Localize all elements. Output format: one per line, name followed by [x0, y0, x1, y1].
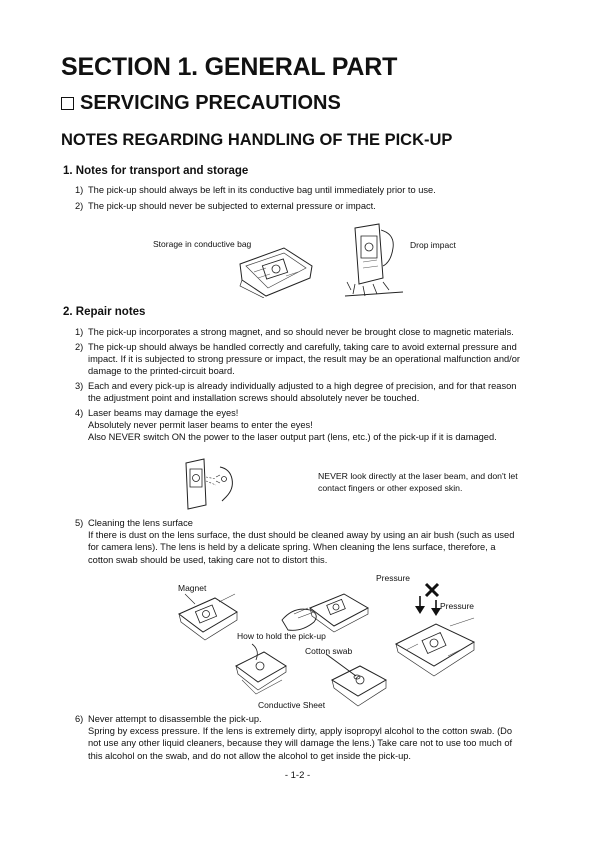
- item-line: The pick-up should always be handled correctly and carefully, taking care to avoid external pressure and: [88, 342, 517, 352]
- drop-impact-illustration: [343, 222, 407, 302]
- item-line: Cleaning the lens surface: [88, 518, 193, 528]
- subsection-title: [61, 92, 341, 115]
- repair-item-5: [75, 517, 555, 566]
- pressure-pickup-illustration: [392, 616, 478, 680]
- page-number: - 1-2 -: [284, 770, 311, 781]
- item-line: Each and every pick-up is already individually adjusted to a high degree of precision, and for that reason: [88, 381, 517, 391]
- item-number: 1): [75, 185, 84, 195]
- item-number: 5): [75, 518, 84, 528]
- repair-item-4: [75, 407, 555, 444]
- transport-item-1: [75, 184, 555, 196]
- conductive-sheet-illustration: [232, 640, 290, 698]
- swab-caption: Cotton swab: [305, 646, 353, 656]
- storage-bag-illustration: [236, 244, 316, 298]
- sheet-caption: Conductive Sheet: [258, 700, 326, 710]
- pressure-arrows-illustration: [412, 580, 452, 620]
- repair-item-3: [75, 380, 555, 404]
- section-title: SECTION 1. GENERAL PART: [61, 53, 398, 81]
- hold-caption: How to hold the pick-up: [237, 631, 326, 641]
- item-line: damage to the printed-circuit board.: [88, 366, 235, 377]
- cotton-swab-illustration: [320, 652, 390, 708]
- item-line: Laser beams may damage the eyes!: [88, 408, 239, 418]
- laser-note-line: contact fingers or other exposed skin.: [318, 483, 463, 493]
- laser-warning-illustration: [180, 457, 240, 511]
- item-number: 6): [75, 714, 84, 724]
- item-number: 3): [75, 381, 84, 391]
- item-number: 2): [75, 342, 84, 352]
- item-number: 4): [75, 408, 84, 418]
- drop-caption: Drop impact: [410, 240, 456, 250]
- item-line: the adjustment point and installation screws should absolutely never be touched.: [88, 393, 420, 404]
- pickup-magnet-illustration: [175, 592, 241, 642]
- item-line: Absolutely never permit laser beams to enter the eyes!: [88, 420, 313, 431]
- item-line: Never attempt to disassemble the pick-up.: [88, 714, 262, 724]
- checkbox-icon: [61, 97, 74, 110]
- notes-heading: NOTES REGARDING HANDLING OF THE PICK-UP: [61, 131, 453, 149]
- magnet-caption: Magnet: [178, 583, 207, 593]
- item-line: Spring by excess pressure. If the lens is extremely dirty, apply isopropyl alcohol to the cotton swab. (Do: [88, 726, 513, 737]
- storage-caption: Storage in conductive bag: [153, 239, 252, 249]
- laser-note-line: NEVER look directly at the laser beam, and don't let: [318, 471, 518, 481]
- transport-item-2: [75, 200, 555, 212]
- item-text: The pick-up incorporates a strong magnet, and so should never be brought close to magnetic materials.: [88, 327, 514, 337]
- repair-item-6: [75, 713, 555, 762]
- subsection-title-text: SERVICING PRECAUTIONS: [80, 92, 341, 114]
- item-text: The pick-up should never be subjected to external pressure or impact.: [88, 201, 376, 211]
- pressure-right-caption: Pressure: [440, 601, 475, 611]
- item-line: for camera lens). The lens is held by a delicate spring. When cleaning the lens surface, therefore, a: [88, 542, 496, 553]
- repair-item-1: [75, 326, 555, 338]
- item-number: 2): [75, 201, 84, 211]
- item-text: The pick-up should always be left in its conductive bag until immediately prior to use.: [88, 185, 436, 195]
- item-number: 1): [75, 327, 84, 337]
- item-line: this alcohol on the swab, and do not allow the alcohol to get inside the pick-up.: [88, 750, 412, 761]
- item-line: cotton swab should be used, taking care not to distort this.: [88, 554, 328, 565]
- item-line: Also NEVER switch ON the power to the laser output part (lens, etc.) of the pick-up if it is damaged.: [88, 432, 497, 443]
- transport-heading: 1. Notes for transport and storage: [63, 165, 249, 177]
- item-line: impact. If it is subjected to strong pressure or impact, the result may be an operational malfunction and/or: [88, 354, 521, 365]
- laser-note: [318, 470, 518, 494]
- repair-heading: 2. Repair notes: [63, 306, 146, 318]
- pressure-top-caption: Pressure: [376, 573, 411, 583]
- repair-item-2: [75, 341, 555, 378]
- hand-holding-pickup-illustration: [280, 586, 370, 634]
- item-line: not use any other liquid cleaners, because they will damage the lens.) Take care not to use too much of: [88, 738, 513, 749]
- item-line: If there is dust on the lens surface, the dust should be cleaned away by using an air bush (such as used: [88, 530, 515, 541]
